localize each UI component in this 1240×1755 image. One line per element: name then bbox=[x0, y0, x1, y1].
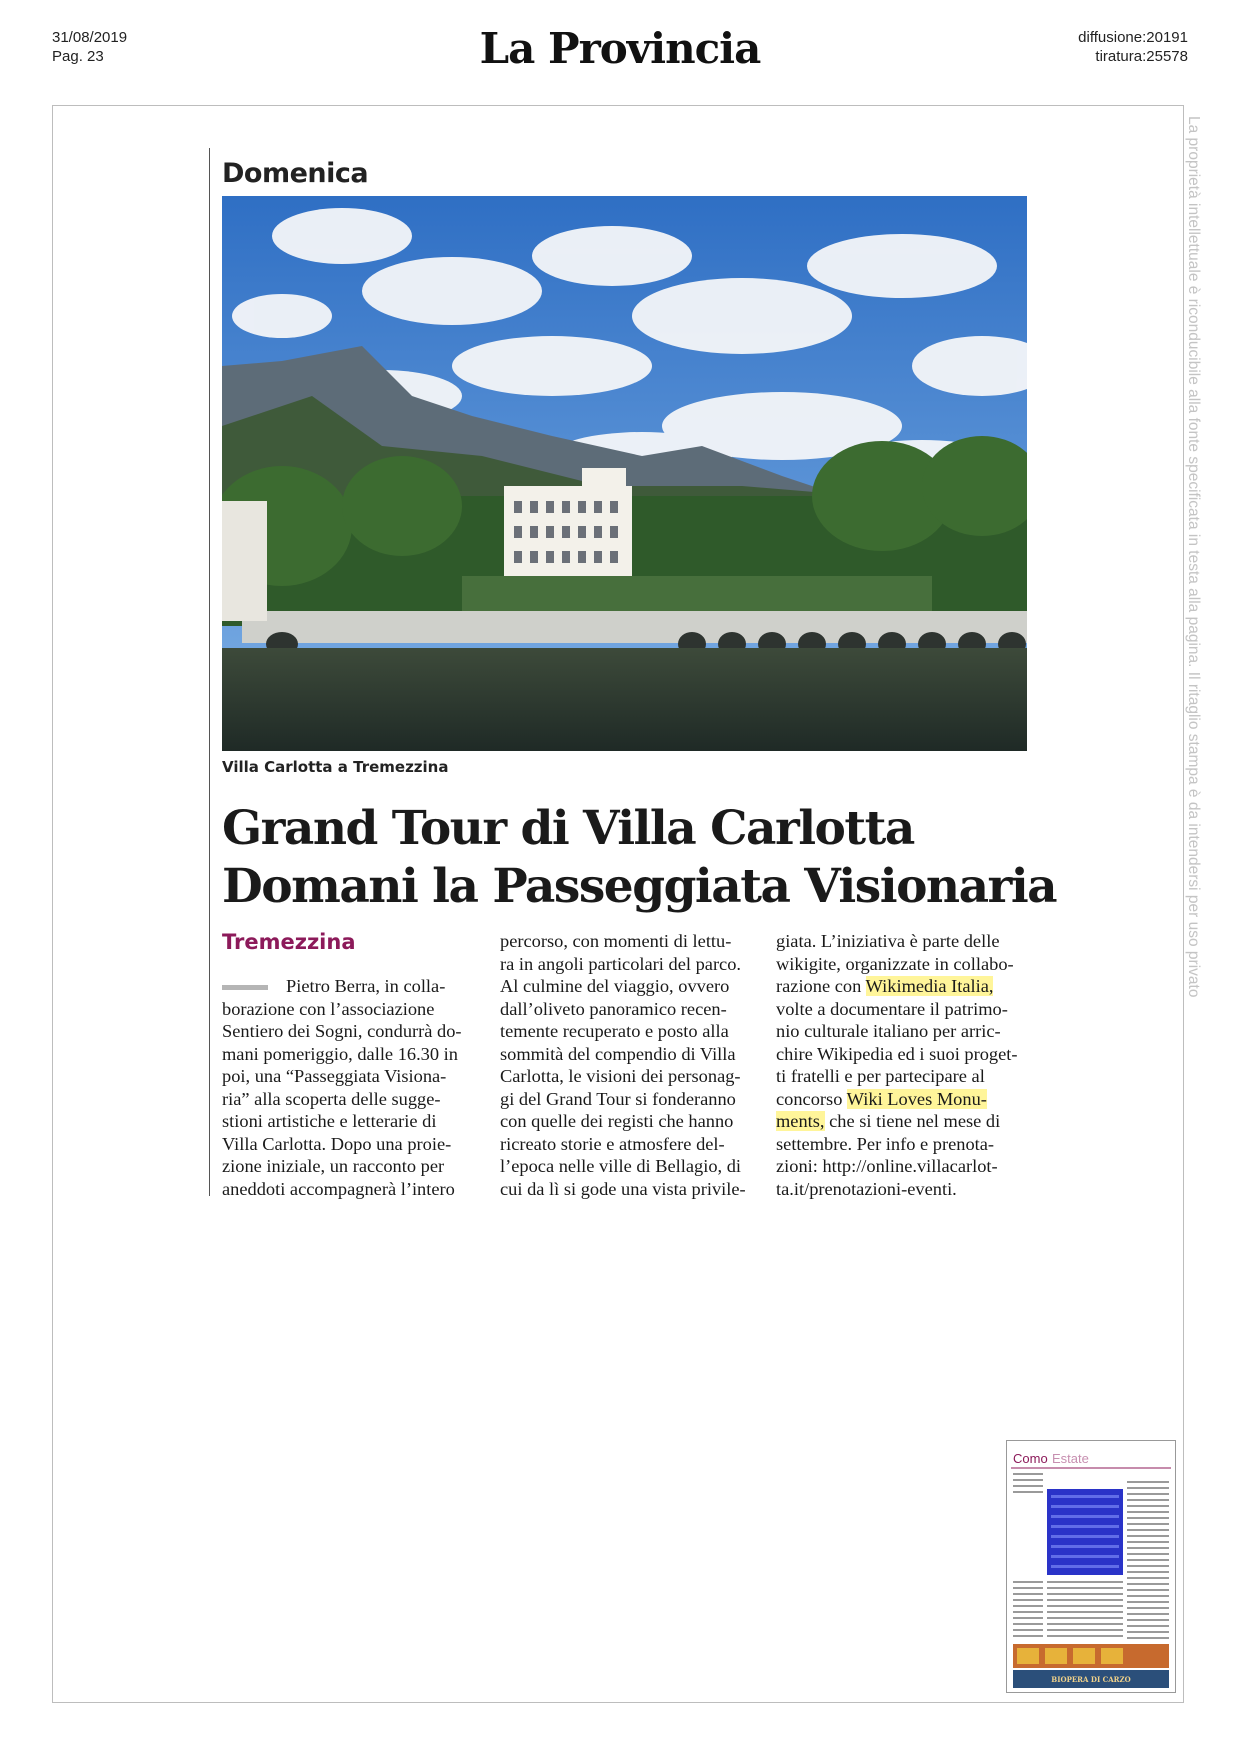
text-line: concorso bbox=[776, 1088, 847, 1109]
text-line: ria” alla scoperta delle sugge- bbox=[222, 1088, 441, 1109]
text-line: mani pomeriggio, dalle 16.30 in bbox=[222, 1043, 458, 1064]
text-line: borazione con l’associazione bbox=[222, 998, 435, 1019]
lead-bar bbox=[222, 985, 268, 990]
text-line: stioni artistiche e letterarie di bbox=[222, 1111, 437, 1131]
newspaper-masthead: La Provincia bbox=[479, 24, 761, 73]
headline-line: Domani la Passeggiata Visionaria bbox=[222, 859, 1057, 914]
text-line: sommità del compendio di Villa bbox=[500, 1043, 736, 1064]
text-line: gi del Grand Tour si fonderanno bbox=[500, 1088, 736, 1109]
text-line: con quelle dei registi che hanno bbox=[500, 1111, 734, 1131]
text-line: l’epoca nelle ville di Bellagio, di bbox=[500, 1156, 742, 1176]
text-line: Al culmine del viaggio, ovvero bbox=[500, 976, 730, 996]
headline-line: Grand Tour di Villa Carlotta bbox=[222, 801, 914, 856]
diffusione-count: diffusione:20191 bbox=[1078, 29, 1188, 46]
text-line: cui da lì si gode una vista privile- bbox=[500, 1178, 746, 1199]
text-line: nio culturale italiano per arric- bbox=[776, 1021, 1001, 1041]
article-column-1 bbox=[222, 975, 484, 1200]
location-kicker: Tremezzina bbox=[222, 930, 356, 954]
text-line: wikigite, organizzate in collabo- bbox=[776, 953, 1014, 974]
text-line: poi, una “Passeggiata Visiona- bbox=[222, 1066, 447, 1086]
highlighted-wiki-loves-monuments: Wiki Loves Monu- bbox=[846, 1088, 987, 1109]
page-number: Pag. 23 bbox=[52, 48, 104, 65]
text-line: zioni: http://online.villacarlot- bbox=[776, 1156, 998, 1176]
article-headline bbox=[222, 800, 1057, 916]
page-meta-right bbox=[968, 28, 1188, 66]
text-line: percorso, con momenti di lettu- bbox=[500, 931, 732, 951]
highlighted-wiki-loves-monuments-cont: ments, bbox=[776, 1111, 825, 1131]
tiratura-count: tiratura:25578 bbox=[1095, 48, 1188, 65]
publication-date: 31/08/2019 bbox=[52, 29, 128, 46]
highlighted-wikimedia-italia: Wikimedia Italia, bbox=[865, 976, 994, 996]
text-line: giata. L’iniziativa è parte delle bbox=[776, 931, 1000, 951]
copyright-notice bbox=[1180, 116, 1210, 1076]
text-line: temente recuperato e posto alla bbox=[500, 1021, 729, 1041]
text-line: ricreato storie e atmosfere del- bbox=[500, 1133, 725, 1154]
thumbnail-brand-a: Como bbox=[1013, 1451, 1048, 1466]
text-line: Sentiero dei Sogni, condurrà do- bbox=[222, 1021, 462, 1041]
article-column-3 bbox=[776, 930, 1038, 1200]
text-line: chire Wikipedia ed i suoi proget- bbox=[776, 1043, 1018, 1064]
text-line: Pietro Berra, in colla- bbox=[286, 976, 446, 996]
article-column-2 bbox=[500, 930, 762, 1200]
text-line: volte a documentare il patrimo- bbox=[776, 998, 1008, 1019]
text-line: settembre. Per info e prenota- bbox=[776, 1133, 995, 1154]
thumbnail-banner: BIOPERA DI CARZO bbox=[1051, 1675, 1131, 1684]
text-line: ti fratelli e per partecipare al bbox=[776, 1066, 985, 1086]
thumbnail-brand-b: Estate bbox=[1052, 1451, 1089, 1466]
page-thumbnail bbox=[1006, 1440, 1176, 1693]
text-line: Carlotta, le visioni dei personag- bbox=[500, 1066, 741, 1086]
photo-caption: Villa Carlotta a Tremezzina bbox=[222, 758, 449, 776]
text-line: Villa Carlotta. Dopo una proie- bbox=[222, 1133, 452, 1154]
copyright-notice-text: La proprietà intellettuale è riconducibile alla fonte specificata in testa alla pagina. Il ritaglio stampa è da intendersi per uso privato bbox=[1185, 116, 1202, 998]
section-label: Domenica bbox=[222, 158, 369, 189]
text-line: che si tiene nel mese di bbox=[824, 1111, 1001, 1131]
text-line: ra in angoli particolari del parco. bbox=[500, 953, 742, 974]
text-line: dall’oliveto panoramico recen- bbox=[500, 998, 727, 1019]
column-rule bbox=[209, 148, 210, 1196]
text-line: razione con bbox=[776, 976, 866, 996]
text-line: aneddoti accompagnerà l’intero bbox=[222, 1178, 455, 1199]
villa-photo bbox=[222, 196, 1027, 751]
text-line: ta.it/prenotazioni-eventi. bbox=[776, 1178, 957, 1199]
text-line: zione iniziale, un racconto per bbox=[222, 1156, 445, 1176]
